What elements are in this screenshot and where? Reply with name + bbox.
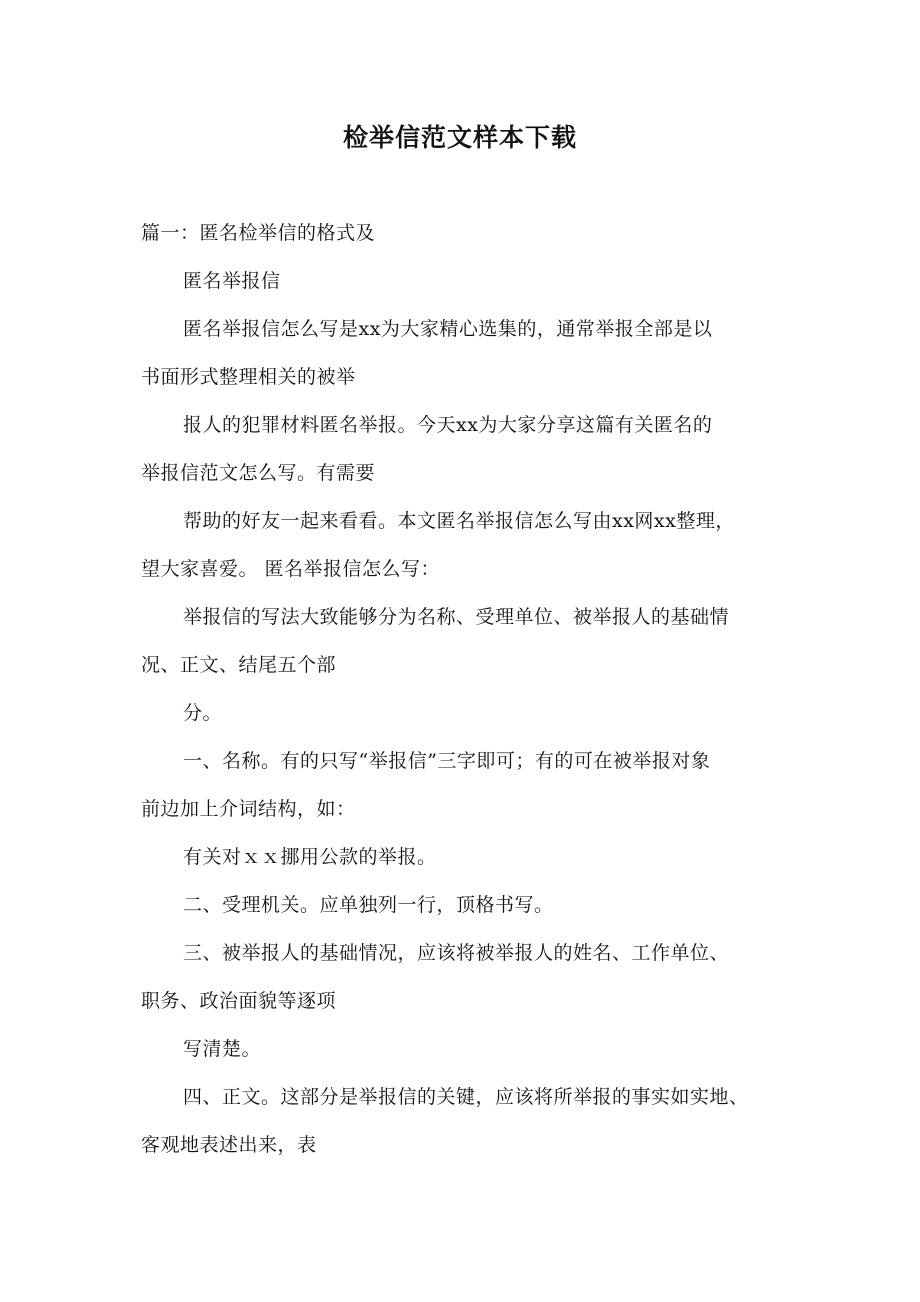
text-line: 举报信范文怎么写。有需要 (141, 462, 376, 484)
document-title: 检举信范文样本下载 (342, 123, 577, 152)
text-line: 写清楚。 (183, 1038, 262, 1060)
document-body (141, 213, 786, 1173)
text-line: 匿名举报信 (183, 270, 281, 292)
text-line: 职务、政治面貌等逐项 (141, 990, 337, 1012)
text-line: 三、被举报人的基础情况，应该将被举报人的姓名、工作单位、 (183, 942, 730, 964)
text-line: 四、正文。这部分是举报信的关键，应该将所举报的事实如实地、 (183, 1086, 749, 1108)
text-line: 二、受理机关。应单独列一行，顶格书写。 (183, 894, 554, 916)
text-line: 篇一：匿名检举信的格式及 (141, 222, 376, 244)
text-line: 书面形式整理相关的被举 (141, 366, 356, 388)
text-line: 分。 (183, 702, 223, 724)
text-line: 望大家喜爱。 匿名举报信怎么写： (141, 558, 441, 580)
text-line: 有关对ｘｘ挪用公款的举报。 (183, 846, 437, 868)
text-line: 帮助的好友一起来看看。本文匿名举报信怎么写由xx网xx整理， (183, 510, 735, 532)
text-line: 匿名举报信怎么写是xx为大家精心选集的，通常举报全部是以 (183, 318, 713, 340)
text-line: 举报信的写法大致能够分为名称、受理单位、被举报人的基础情 (183, 606, 730, 628)
text-line: 客观地表述出来，表 (141, 1134, 317, 1156)
text-line: 况、正文、结尾五个部 (141, 654, 337, 676)
text-line: 一、名称。有的只写“举报信”三字即可；有的可在被举报对象 (183, 750, 711, 772)
text-line: 报人的犯罪材料匿名举报。今天xx为大家分享这篇有关匿名的 (183, 414, 713, 436)
text-line: 前边加上介词结构，如： (141, 798, 356, 820)
